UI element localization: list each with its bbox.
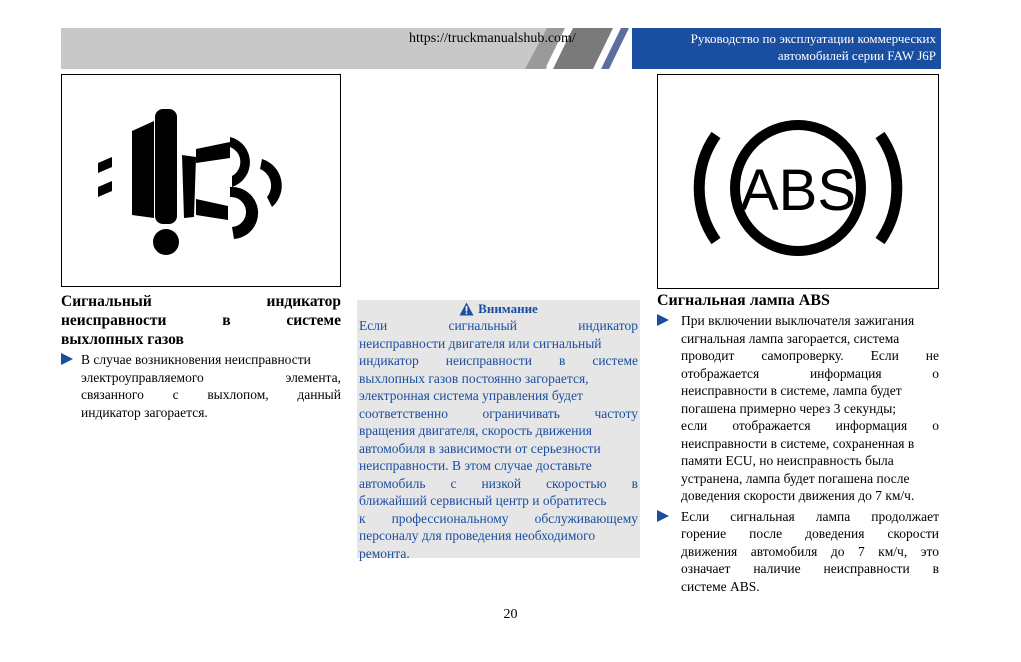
page-number: 20	[503, 607, 518, 622]
word: Если	[681, 508, 710, 524]
text-line	[681, 543, 939, 561]
word: горение	[681, 526, 727, 541]
word: 7	[857, 543, 865, 559]
text-line	[681, 578, 939, 596]
word: движения	[681, 543, 738, 559]
text-line	[681, 400, 939, 418]
word: индикатор	[266, 293, 341, 310]
word: проводит	[681, 348, 735, 363]
line: индикатор загорается.	[81, 404, 208, 420]
word: скорости	[887, 526, 939, 541]
text-line	[681, 452, 939, 470]
exhaust-bullet	[61, 351, 341, 421]
line: В случае возникновения неисправности	[81, 352, 311, 367]
word: не	[925, 348, 939, 363]
exhaust-section	[61, 292, 341, 421]
header-title-line: Руководство по эксплуатации коммерческих	[690, 31, 936, 46]
warning-body	[357, 317, 640, 562]
text-line	[681, 487, 939, 505]
text-line	[359, 370, 638, 388]
word: Сигнальный	[61, 293, 152, 310]
word: системе	[592, 353, 638, 368]
text-line	[359, 317, 638, 335]
word: продолжает	[871, 508, 939, 524]
line	[61, 369, 341, 387]
word: выхлопом,	[207, 387, 269, 402]
text-line	[359, 422, 638, 440]
word: о	[932, 418, 939, 433]
text-line	[681, 525, 939, 543]
word: с	[450, 475, 457, 491]
abs-section	[657, 291, 939, 595]
word: до	[830, 543, 845, 559]
warning-box	[357, 300, 640, 561]
text-line	[681, 560, 939, 578]
header-url: https://truckmanualshub.com/	[409, 31, 576, 46]
word: информация	[835, 418, 908, 433]
abs-warning-icon	[658, 75, 938, 288]
word: неисправности	[61, 312, 167, 329]
word: автомобиль	[359, 475, 426, 491]
text-line	[359, 527, 638, 545]
exhaust-indicator-image	[61, 74, 341, 287]
title-line	[61, 292, 341, 311]
word: данный	[297, 387, 341, 402]
word: если	[681, 418, 708, 433]
abs-icon-text: ABS	[739, 158, 857, 223]
abs-bullet-2-text	[657, 508, 939, 596]
abs-bullet-2	[657, 508, 939, 596]
word: электронная система управления будет	[359, 388, 583, 403]
text-line	[359, 352, 638, 370]
bullet-arrow-icon	[61, 353, 73, 365]
exhaust-malfunction-warning-icon	[62, 75, 340, 286]
word: системе	[286, 312, 341, 329]
word: обслуживающему	[534, 510, 638, 526]
word: скоростью	[546, 475, 607, 491]
word: вращения двигателя, скорость движения	[359, 423, 592, 438]
word: Если	[359, 318, 388, 333]
word: индикатор	[359, 353, 419, 368]
text-line	[359, 510, 638, 528]
word: неисправности в системе, лампа будет	[681, 383, 902, 398]
abs-bullet-1-text	[657, 312, 939, 505]
word: доведения скорости движения до 7 км/ч.	[681, 488, 915, 503]
word: самопроверку.	[761, 348, 844, 363]
word: устранена, лампа будет погашена после	[681, 470, 910, 486]
header-title	[632, 30, 936, 64]
warning-heading	[357, 301, 640, 317]
word: элемента,	[285, 369, 341, 385]
word: памяти ECU, но неисправность была	[681, 453, 894, 468]
text-line	[681, 435, 939, 453]
word: км/ч,	[878, 543, 908, 559]
abs-section-title: Сигнальная лампа ABS	[657, 292, 830, 309]
warning-heading-text: Внимание	[478, 301, 538, 316]
word: в	[558, 353, 566, 368]
word: автомобиля	[750, 543, 818, 559]
word: неисправности	[445, 353, 532, 368]
word: При включении выключателя зажигания	[681, 313, 915, 328]
title-line	[61, 311, 341, 330]
text-line	[359, 387, 638, 405]
word: ремонта.	[359, 545, 410, 561]
text-line	[681, 508, 939, 526]
word: сигнальная	[730, 508, 795, 524]
word: с	[172, 387, 179, 402]
word: частоту	[594, 405, 638, 421]
word: лампа	[815, 508, 851, 524]
word: в	[222, 312, 231, 329]
word: профессиональному	[391, 510, 509, 526]
abs-bullet-1	[657, 312, 939, 505]
word: неисправности. В этом случае доставьте	[359, 458, 592, 473]
word: персоналу для проведения необходимого	[359, 528, 596, 543]
text-line	[359, 440, 638, 458]
word: неисправности в системе, сохраненная в	[681, 435, 915, 451]
abs-indicator-image	[657, 74, 939, 289]
text-line	[359, 475, 638, 493]
text-line	[359, 457, 638, 475]
word: сигнальная лампа загорается, система	[681, 330, 900, 346]
word: ограничивать	[482, 405, 560, 421]
text-line	[359, 545, 638, 563]
word: Если	[870, 348, 899, 363]
word: погашена примерно через 3 секунды;	[681, 400, 897, 416]
header-title-line: автомобилей серии FAW J6P	[777, 48, 936, 63]
line	[61, 386, 341, 404]
word: это	[920, 543, 939, 559]
text-line	[359, 492, 638, 510]
word: электроуправляемого	[81, 369, 204, 385]
word: наличие	[753, 561, 801, 576]
word: неисправности двигателя или сигнальный	[359, 335, 602, 351]
word: отображается	[732, 418, 811, 433]
text-line	[681, 365, 939, 383]
bullet-arrow-icon	[657, 510, 669, 522]
word: в	[932, 561, 939, 576]
word: информация	[809, 365, 882, 381]
word: после	[749, 526, 783, 541]
text-line	[359, 335, 638, 353]
word: в	[631, 475, 638, 491]
word: доведения	[805, 526, 865, 541]
text-line	[681, 417, 939, 435]
word: низкой	[481, 475, 522, 491]
word: выхлопных газов постоянно загорается,	[359, 370, 589, 386]
text-line	[359, 405, 638, 423]
word: соответственно	[359, 405, 448, 421]
word: ближайший сервисный центр и обратитесь	[359, 493, 607, 508]
word: отображается	[681, 365, 760, 381]
warning-triangle-icon	[459, 302, 474, 316]
title-line: выхлопных газов	[61, 331, 184, 348]
text-line	[681, 470, 939, 488]
text-line	[681, 382, 939, 400]
word: связанного	[81, 387, 144, 402]
text-line	[681, 330, 939, 348]
word: индикатор	[578, 318, 638, 333]
word: неисправности	[823, 561, 910, 576]
word: о	[932, 365, 939, 381]
text-line	[681, 347, 939, 365]
exhaust-section-title	[61, 292, 341, 349]
bullet-arrow-icon	[657, 314, 669, 326]
text-line	[681, 312, 939, 330]
word: системе ABS.	[681, 578, 760, 594]
word: сигнальный	[448, 318, 517, 333]
word: автомобиля в зависимости от серьезности	[359, 440, 601, 456]
word: означает	[681, 561, 731, 576]
word: к	[359, 510, 366, 526]
